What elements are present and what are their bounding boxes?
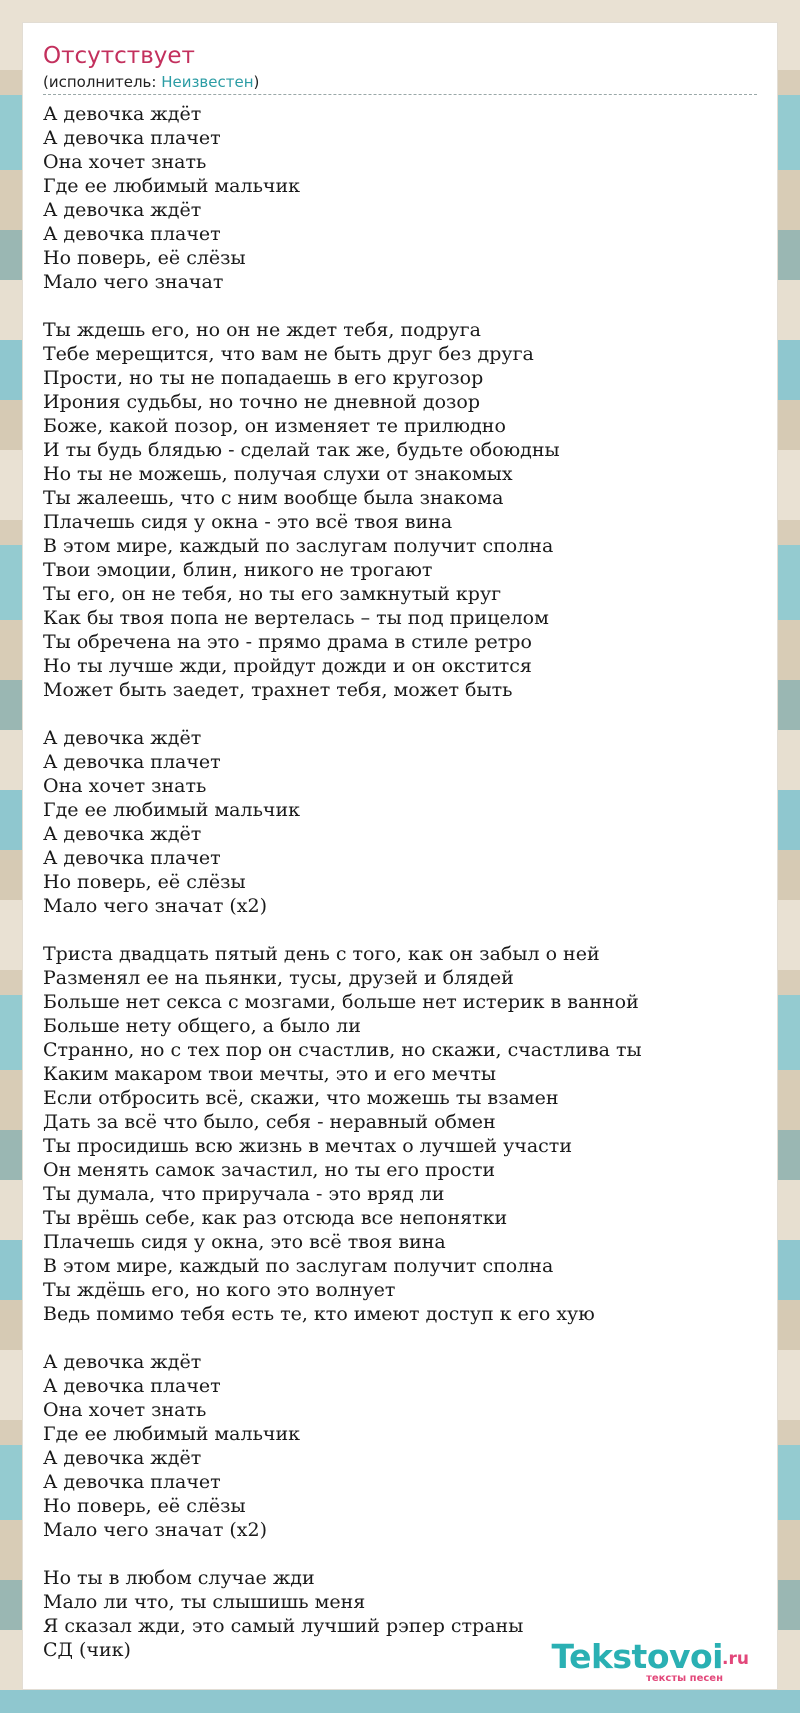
lyrics-stanza [43, 318, 757, 702]
lyrics-line: А девочка плачет [43, 751, 221, 773]
lyrics-line: Ведь помимо тебя есть те, кто имеют доступ к его хую [43, 1303, 595, 1325]
lyrics-line: А девочка ждёт [43, 103, 202, 125]
lyrics-line: А девочка ждёт [43, 727, 202, 749]
lyrics-line: А девочка плачет [43, 1471, 221, 1493]
lyrics-line: В этом мире, каждый по заслугам получит сполна [43, 535, 554, 557]
lyrics-line: Ты жалеешь, что с ним вообще была знакома [43, 487, 504, 509]
song-title: Отсутствует [43, 43, 195, 69]
lyrics-line: А девочка плачет [43, 847, 221, 869]
lyrics-line: Ты думала, что приручала - это вряд ли [43, 1183, 445, 1205]
lyrics-line: А девочка ждёт [43, 823, 202, 845]
lyrics-line: Ирония судьбы, но точно не дневной дозор [43, 391, 480, 413]
lyrics-line: Где ее любимый мальчик [43, 175, 301, 197]
logo-wordmark: Tekstovoi [551, 1637, 723, 1676]
lyrics-line: Она хочет знать [43, 1399, 207, 1421]
lyrics-line: Он менять самок зачастил, но ты его прости [43, 1159, 496, 1181]
lyrics-line: Мало чего значат [43, 271, 224, 293]
lyrics-line: Где ее любимый мальчик [43, 1423, 301, 1445]
artist-suffix: ) [253, 73, 260, 91]
lyrics-line: Где ее любимый мальчик [43, 799, 301, 821]
lyrics-line: Может быть заедет, трахнет тебя, может быть [43, 679, 513, 701]
lyrics-line: Твои эмоции, блин, никого не трогают [43, 559, 433, 581]
lyrics-card [22, 22, 778, 1690]
lyrics-line: Я сказал жди, это самый лучший рэпер страны [43, 1615, 524, 1637]
lyrics-line: Разменял ее на пьянки, тусы, друзей и блядей [43, 967, 514, 989]
lyrics-text [43, 102, 757, 1662]
lyrics-line: И ты будь блядью - сделай так же, будьте обоюдны [43, 439, 560, 461]
lyrics-line: Прости, но ты не попадаешь в его кругозор [43, 367, 484, 389]
lyrics-line: А девочка ждёт [43, 1447, 202, 1469]
lyrics-line: Мало чего значат (x2) [43, 1519, 267, 1541]
lyrics-line: Но ты не можешь, получая слухи от знакомых [43, 463, 513, 485]
lyrics-line: СД (чик) [43, 1639, 131, 1661]
lyrics-line: Тебе мерещится, что вам не быть друг без друга [43, 343, 534, 365]
lyrics-line: Ты ждешь его, но он не ждет тебя, подруга [43, 319, 481, 341]
artist-link[interactable]: Неизвестен [161, 73, 254, 91]
lyrics-line: Мало чего значат (x2) [43, 895, 267, 917]
lyrics-line: Но ты лучше жди, пройдут дожди и он окстится [43, 655, 532, 677]
lyrics-line: Ты врёшь себе, как раз отсюда все непонятки [43, 1207, 508, 1229]
logo-subtitle: тексты песен [646, 1673, 723, 1684]
lyrics-line: А девочка плачет [43, 223, 221, 245]
lyrics-stanza [43, 726, 757, 918]
lyrics-line: Ты просидишь всю жизнь в мечтах о лучшей участи [43, 1135, 572, 1157]
lyrics-line: А девочка плачет [43, 127, 221, 149]
lyrics-stanza [43, 942, 757, 1326]
lyrics-line: Ты обречена на это - прямо драма в стиле ретро [43, 631, 532, 653]
lyrics-line: Как бы твоя попа не вертелась – ты под прицелом [43, 607, 549, 629]
lyrics-line: Если отбросить всё, скажи, что можешь ты взамен [43, 1087, 559, 1109]
lyrics-stanza [43, 102, 757, 294]
lyrics-line: Она хочет знать [43, 151, 207, 173]
lyrics-line: Странно, но с тех пор он счастлив, но скажи, счастлива ты [43, 1039, 642, 1061]
artist-line [43, 73, 757, 95]
lyrics-line: А девочка ждёт [43, 199, 202, 221]
artist-prefix: (исполнитель: [43, 73, 162, 91]
lyrics-line: Но ты в любом случае жди [43, 1567, 315, 1589]
lyrics-line: Боже, какой позор, он изменяет те прилюдно [43, 415, 506, 437]
lyrics-line: Но поверь, её слёзы [43, 871, 246, 893]
lyrics-line: Плачешь сидя у окна, это всё твоя вина [43, 1231, 446, 1253]
lyrics-line: Ты ждёшь его, но кого это волнует [43, 1279, 396, 1301]
lyrics-line: Мало ли что, ты слышишь меня [43, 1591, 366, 1613]
lyrics-line: Дать за всё что было, себя - неравный обмен [43, 1111, 496, 1133]
logo-tld: .ru [722, 1649, 749, 1669]
lyrics-line: А девочка ждёт [43, 1351, 202, 1373]
lyrics-line: Но поверь, её слёзы [43, 247, 246, 269]
lyrics-line: Ты его, он не тебя, но ты его замкнутый круг [43, 583, 502, 605]
lyrics-line: Но поверь, её слёзы [43, 1495, 246, 1517]
lyrics-line: Триста двадцать пятый день с того, как он забыл о ней [43, 943, 600, 965]
lyrics-line: В этом мире, каждый по заслугам получит сполна [43, 1255, 554, 1277]
tekstovoi-logo[interactable] [539, 1635, 749, 1685]
lyrics-line: А девочка плачет [43, 1375, 221, 1397]
lyrics-line: Плачешь сидя у окна - это всё твоя вина [43, 511, 453, 533]
lyrics-line: Больше нет секса с мозгами, больше нет истерик в ванной [43, 991, 639, 1013]
lyrics-line: Каким макаром твои мечты, это и его мечты [43, 1063, 496, 1085]
lyrics-stanza [43, 1350, 757, 1542]
lyrics-line: Она хочет знать [43, 775, 207, 797]
lyrics-line: Больше нету общего, а было ли [43, 1015, 361, 1037]
